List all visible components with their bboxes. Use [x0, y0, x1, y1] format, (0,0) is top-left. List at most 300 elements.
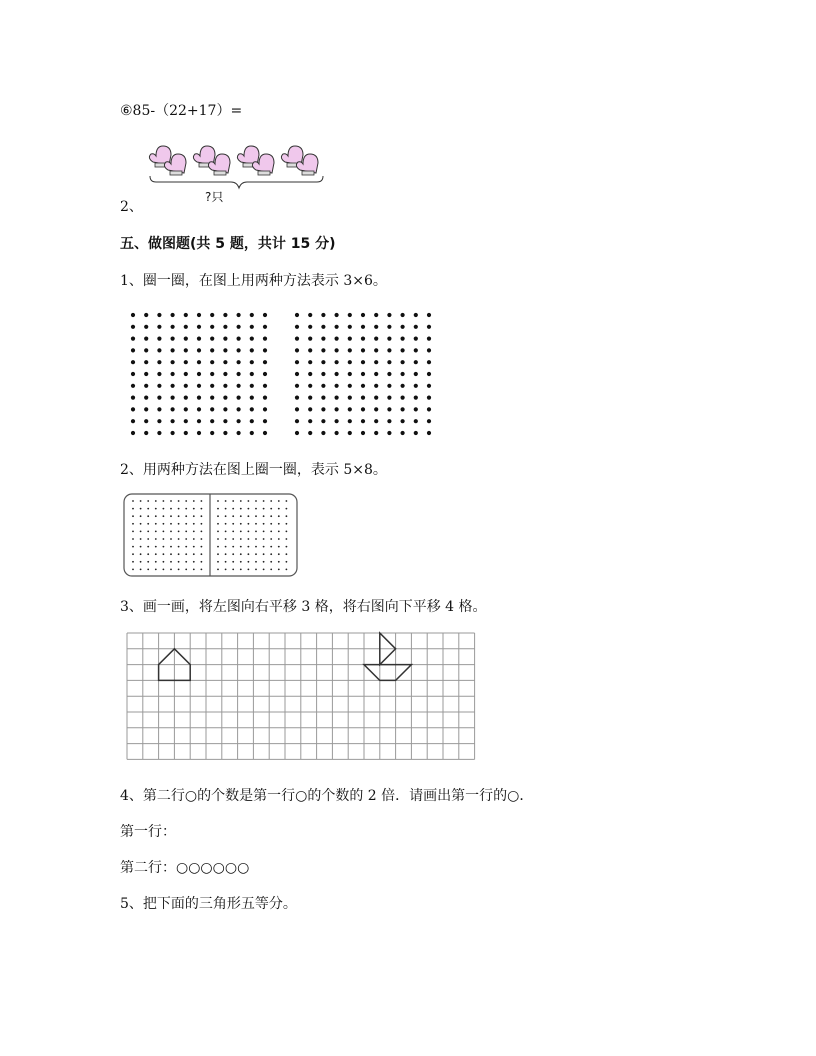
grid-dot — [232, 538, 234, 540]
grid-dot — [225, 553, 227, 555]
grid-dot — [278, 553, 280, 555]
grid-dot — [401, 431, 405, 435]
grid-dot — [171, 348, 175, 352]
grid-dot — [308, 384, 312, 388]
grid-dot — [263, 407, 267, 411]
grid-dot — [178, 569, 180, 571]
grid-dot — [197, 337, 201, 341]
grid-dot — [217, 508, 219, 510]
grid-dot — [157, 419, 161, 423]
grid-dot — [147, 569, 149, 571]
grid-dot — [178, 508, 180, 510]
grid-dot — [270, 531, 272, 533]
grid-dot — [240, 569, 242, 571]
grid-dot — [263, 569, 265, 571]
grid-dot — [171, 325, 175, 329]
grid-dot — [295, 325, 299, 329]
grid-dot — [295, 372, 299, 376]
grid-dot — [278, 515, 280, 517]
grid-dot — [361, 325, 365, 329]
grid-dot — [321, 407, 325, 411]
grid-dot — [193, 531, 195, 533]
grid-dot — [361, 313, 365, 317]
grid-dot — [155, 553, 157, 555]
grid-dot — [237, 348, 241, 352]
grid-dot — [140, 500, 142, 502]
grid-dot — [361, 419, 365, 423]
grid-dot — [155, 531, 157, 533]
grid-dot — [278, 500, 280, 502]
grid-dot — [427, 325, 431, 329]
grid-dot — [295, 396, 299, 400]
dot-grids-3x6 — [125, 307, 445, 442]
grid-dot — [321, 396, 325, 400]
grid-dot — [270, 500, 272, 502]
grid-dot — [427, 348, 431, 352]
grid-dot — [185, 523, 187, 525]
grid-dot — [248, 500, 250, 502]
grid-dot — [321, 419, 325, 423]
grid-dot — [170, 561, 172, 563]
grid-dot — [348, 431, 352, 435]
grid-dot — [223, 337, 227, 341]
grid-dot — [170, 569, 172, 571]
grid-dot — [185, 531, 187, 533]
problem-3: 3、画一画，将左图向右平移 3 格，将右图向下平移 4 格。 — [120, 599, 487, 615]
grid-dot — [295, 384, 299, 388]
grid-dot — [131, 337, 135, 341]
grid-dot — [170, 523, 172, 525]
grid-dot — [335, 384, 339, 388]
grid-dot — [240, 538, 242, 540]
grid-dot — [185, 569, 187, 571]
grid-dot — [308, 407, 312, 411]
grid-dot — [427, 431, 431, 435]
grid-dot — [178, 546, 180, 548]
grid-dot — [401, 325, 405, 329]
grid-dot — [240, 553, 242, 555]
grid-dot — [321, 325, 325, 329]
grid-dot — [185, 515, 187, 517]
grid-dot — [335, 360, 339, 364]
grid-dot — [250, 348, 254, 352]
grid-dot — [286, 508, 288, 510]
grid-dot — [163, 569, 165, 571]
grid-dot — [170, 508, 172, 510]
question-2-label: 2、 — [120, 199, 143, 215]
grid-dot — [210, 396, 214, 400]
grid-dot — [248, 531, 250, 533]
grid-dot — [193, 569, 195, 571]
grid-dot — [147, 508, 149, 510]
grid-dot — [232, 553, 234, 555]
grid-dot — [286, 553, 288, 555]
grid-dot — [157, 384, 161, 388]
grid-dot — [427, 407, 431, 411]
grid-dot — [131, 360, 135, 364]
grid-dot — [217, 538, 219, 540]
grid-dot — [132, 508, 134, 510]
grid-dot — [217, 561, 219, 563]
grid-dot — [348, 384, 352, 388]
grid-dot — [414, 313, 418, 317]
grid-dot — [250, 407, 254, 411]
grid-dot — [132, 531, 134, 533]
grid-dot — [240, 500, 242, 502]
grid-dot — [178, 523, 180, 525]
grid-dot — [147, 546, 149, 548]
grid-dot — [155, 500, 157, 502]
mitten-cuff — [170, 171, 182, 175]
grid-dot — [223, 348, 227, 352]
grid-dot — [140, 569, 142, 571]
grid-dot — [201, 553, 203, 555]
grid-dot — [270, 515, 272, 517]
grid-dot — [250, 313, 254, 317]
grid-dot — [163, 508, 165, 510]
grid-dot — [270, 523, 272, 525]
grid-dot — [270, 546, 272, 548]
grid-dot — [321, 348, 325, 352]
grid-dot — [223, 313, 227, 317]
grid-dot — [140, 515, 142, 517]
grid-dot — [223, 431, 227, 435]
grid-dot — [178, 531, 180, 533]
grid-dot — [140, 561, 142, 563]
grid-dot — [223, 419, 227, 423]
grid-dot — [225, 523, 227, 525]
grid-dot — [321, 384, 325, 388]
grid-dot — [232, 569, 234, 571]
grid-dot — [210, 348, 214, 352]
grid-dot — [217, 523, 219, 525]
grid-dot — [427, 396, 431, 400]
grid-dot — [321, 372, 325, 376]
grid-dot — [147, 523, 149, 525]
grid-dot — [414, 419, 418, 423]
grid-dot — [255, 569, 257, 571]
grid-dot — [185, 546, 187, 548]
grid-dot — [263, 419, 267, 423]
grid-dot — [263, 348, 267, 352]
grid-dot — [308, 419, 312, 423]
grid-dot — [237, 325, 241, 329]
grid-dot — [132, 553, 134, 555]
grid-dot — [278, 531, 280, 533]
grid-dot — [240, 508, 242, 510]
grid-dot — [131, 431, 135, 435]
grid-dot — [225, 546, 227, 548]
grid-dot — [237, 384, 241, 388]
grid-dot — [197, 372, 201, 376]
grid-dot — [295, 313, 299, 317]
grid-dot — [401, 313, 405, 317]
grid-dot — [321, 337, 325, 341]
grid-dot — [197, 360, 201, 364]
grid-dot — [248, 508, 250, 510]
grid-dot — [414, 348, 418, 352]
grid-dot — [361, 337, 365, 341]
question-6: ⑥85-（22+17）= — [120, 103, 243, 119]
grid-dot — [427, 337, 431, 341]
grid-dot — [170, 515, 172, 517]
grid-dot — [427, 313, 431, 317]
grid-dot — [263, 531, 265, 533]
grid-dot — [157, 325, 161, 329]
grid-dot — [387, 407, 391, 411]
grid-dot — [387, 325, 391, 329]
grid-dot — [263, 372, 267, 376]
grid-dot — [232, 531, 234, 533]
dot-panel-5x8 — [120, 490, 305, 582]
grid-dot — [263, 325, 267, 329]
grid-dot — [278, 546, 280, 548]
grid-dot — [286, 515, 288, 517]
grid-dot — [308, 348, 312, 352]
grid-dot — [248, 523, 250, 525]
grid-dot — [263, 553, 265, 555]
grid-dot — [223, 360, 227, 364]
grid-dot — [401, 419, 405, 423]
grid-dot — [263, 546, 265, 548]
grid-dot — [401, 396, 405, 400]
grid-dot — [278, 508, 280, 510]
grid-dot — [170, 553, 172, 555]
grid-dot — [250, 360, 254, 364]
grid-dot — [144, 372, 148, 376]
grid-dot — [147, 538, 149, 540]
grid-dot — [193, 523, 195, 525]
grid-dot — [427, 384, 431, 388]
grid-dot — [184, 407, 188, 411]
grid-dot — [217, 500, 219, 502]
grid-dot — [232, 508, 234, 510]
grid-dot — [184, 360, 188, 364]
grid-dot — [374, 419, 378, 423]
grid-dot — [147, 515, 149, 517]
grid-dot — [210, 325, 214, 329]
mitten-cuff — [302, 171, 314, 175]
grid-dot — [263, 561, 265, 563]
grid-dot — [295, 348, 299, 352]
grid-dot — [171, 360, 175, 364]
grid-dot — [348, 372, 352, 376]
boat-hull — [364, 665, 411, 681]
grid-dot — [140, 508, 142, 510]
grid-dot — [201, 531, 203, 533]
grid-dot — [131, 407, 135, 411]
grid-dot — [348, 348, 352, 352]
grid-dot — [286, 523, 288, 525]
grid-dot — [197, 419, 201, 423]
grid-dot — [144, 407, 148, 411]
grid-dot — [217, 569, 219, 571]
grid-dot — [184, 396, 188, 400]
grid-dot — [321, 431, 325, 435]
grid-dot — [225, 515, 227, 517]
grid-dot — [163, 546, 165, 548]
grid-dot — [255, 515, 257, 517]
grid-dot — [308, 372, 312, 376]
section-title: 五、做图题(共 5 题，共计 15 分) — [120, 236, 336, 252]
grid-dot — [263, 515, 265, 517]
grid-dot — [225, 531, 227, 533]
grid-dot — [286, 546, 288, 548]
grid-dot — [201, 515, 203, 517]
grid-dot — [361, 360, 365, 364]
grid-dot — [201, 500, 203, 502]
grid-dot — [361, 372, 365, 376]
grid-dot — [263, 508, 265, 510]
grid-dot — [401, 372, 405, 376]
brace — [150, 176, 323, 188]
grid-dot — [155, 569, 157, 571]
grid-dot — [193, 561, 195, 563]
grid-dot — [237, 313, 241, 317]
grid-dot — [223, 384, 227, 388]
grid-dot — [401, 348, 405, 352]
grid-dot — [210, 313, 214, 317]
problem-4: 4、第二行○的个数是第一行○的个数的 2 倍．请画出第一行的○． — [120, 788, 534, 804]
grid-dot — [308, 313, 312, 317]
grid-dot — [144, 313, 148, 317]
grid-dot — [155, 561, 157, 563]
grid-dot — [185, 500, 187, 502]
grid-dot — [144, 337, 148, 341]
grid-dot — [232, 523, 234, 525]
grid-dot — [361, 348, 365, 352]
grid-dot — [185, 561, 187, 563]
grid-dot — [255, 553, 257, 555]
grid-dot — [250, 419, 254, 423]
grid-dot — [255, 523, 257, 525]
grid-dot — [427, 360, 431, 364]
grid-dot — [250, 396, 254, 400]
grid-dot — [335, 325, 339, 329]
grid-dot — [223, 396, 227, 400]
grid-dot — [157, 396, 161, 400]
grid-dot — [278, 569, 280, 571]
grid-dot — [157, 372, 161, 376]
grid-dot — [232, 561, 234, 563]
grid-dot — [223, 407, 227, 411]
grid-dot — [361, 384, 365, 388]
grid-dot — [250, 384, 254, 388]
grid-dot — [232, 500, 234, 502]
grid-dot — [217, 515, 219, 517]
grid-dot — [237, 431, 241, 435]
grid-dot — [286, 500, 288, 502]
grid-dot — [240, 531, 242, 533]
grid-dot — [225, 538, 227, 540]
grid-dot — [232, 515, 234, 517]
grid-dot — [414, 396, 418, 400]
grid-dot — [232, 546, 234, 548]
grid-dot — [170, 538, 172, 540]
grid-dot — [185, 553, 187, 555]
grid-dot — [248, 538, 250, 540]
grid-dot — [144, 348, 148, 352]
grid-dot — [184, 419, 188, 423]
grid-dot — [184, 313, 188, 317]
grid-dot — [270, 508, 272, 510]
grid-dot — [144, 325, 148, 329]
grid-dot — [147, 561, 149, 563]
grid-dot — [250, 325, 254, 329]
translation-grid — [120, 628, 485, 768]
grid-dot — [237, 396, 241, 400]
grid-dot — [263, 337, 267, 341]
grid-dot — [248, 553, 250, 555]
grid-dot — [201, 508, 203, 510]
grid-dot — [144, 431, 148, 435]
grid-dot — [255, 561, 257, 563]
grid-dot — [237, 337, 241, 341]
grid-dot — [401, 384, 405, 388]
grid-dot — [348, 325, 352, 329]
grid-dot — [248, 569, 250, 571]
grid-dot — [374, 360, 378, 364]
grid-dot — [427, 372, 431, 376]
mitten-cuff — [214, 171, 226, 175]
grid-dot — [263, 500, 265, 502]
grid-dot — [401, 337, 405, 341]
grid-dot — [321, 313, 325, 317]
grid-dot — [387, 396, 391, 400]
grid-dot — [197, 396, 201, 400]
grid-dot — [131, 384, 135, 388]
grid-dot — [335, 396, 339, 400]
grid-dot — [201, 523, 203, 525]
grid-dot — [163, 500, 165, 502]
grid-dot — [155, 546, 157, 548]
grid-dot — [132, 500, 134, 502]
grid-dot — [144, 419, 148, 423]
grid-dot — [374, 348, 378, 352]
grid-dot — [147, 531, 149, 533]
grid-dot — [170, 500, 172, 502]
grid-dot — [185, 508, 187, 510]
grid-dot — [144, 384, 148, 388]
grid-dot — [348, 396, 352, 400]
grid-dot — [263, 396, 267, 400]
grid-dot — [184, 372, 188, 376]
grid-dot — [270, 553, 272, 555]
grid-dot — [170, 531, 172, 533]
grid-dot — [193, 538, 195, 540]
grid-dot — [147, 553, 149, 555]
grid-dot — [401, 360, 405, 364]
grid-dot — [414, 360, 418, 364]
grid-dot — [348, 313, 352, 317]
grid-dot — [171, 384, 175, 388]
grid-dot — [210, 360, 214, 364]
grid-dot — [308, 360, 312, 364]
mitten-cuff — [258, 171, 270, 175]
grid-dot — [171, 372, 175, 376]
grid-dot — [248, 546, 250, 548]
grid-dot — [140, 553, 142, 555]
grid-dot — [248, 561, 250, 563]
grid-dot — [270, 538, 272, 540]
grid-dot — [210, 407, 214, 411]
grid-dot — [163, 515, 165, 517]
grid-dot — [147, 500, 149, 502]
grid-dot — [178, 500, 180, 502]
grid-dot — [225, 500, 227, 502]
grid-dot — [308, 337, 312, 341]
grid-dot — [132, 546, 134, 548]
